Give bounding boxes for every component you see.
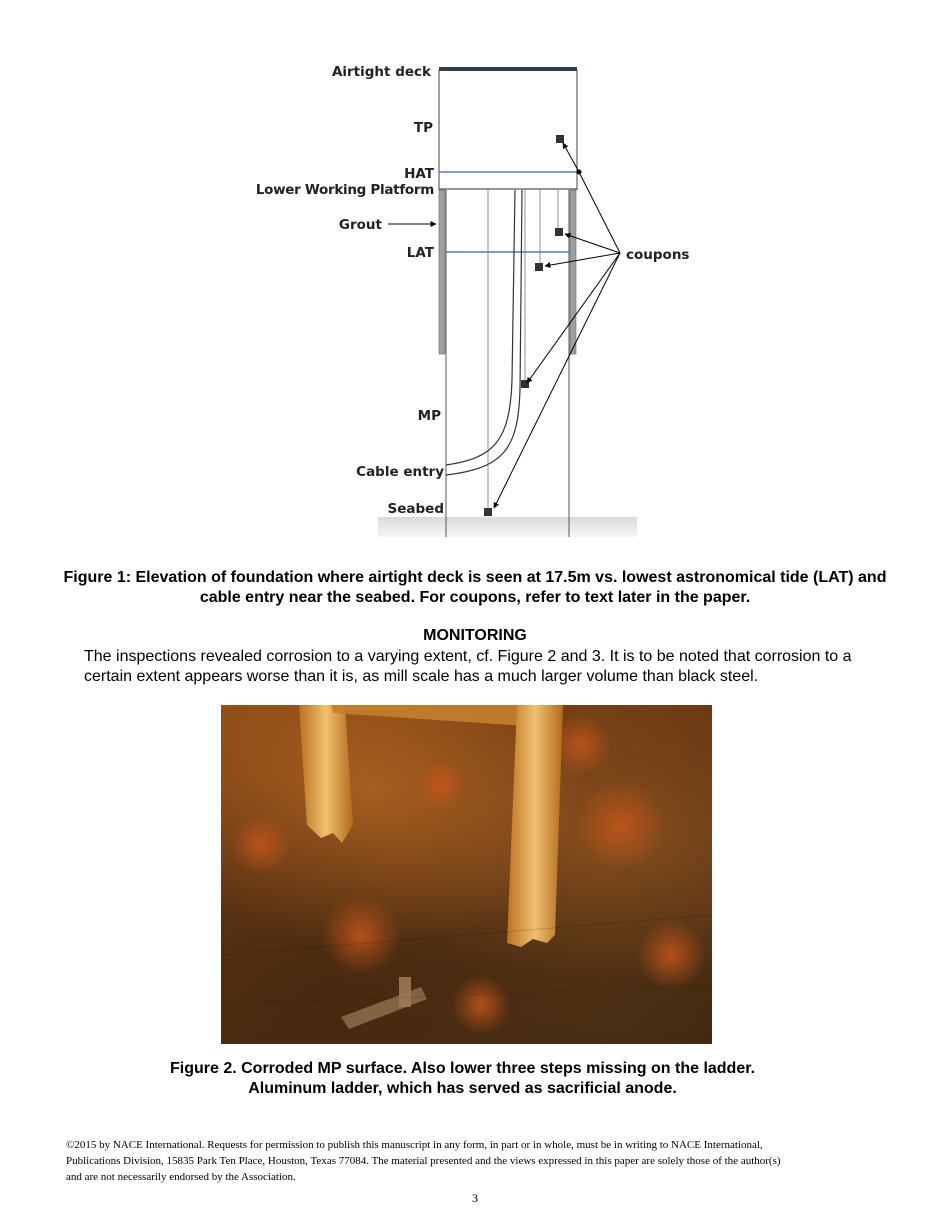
- grout-left: [439, 190, 445, 354]
- label-hat: HAT: [404, 166, 434, 182]
- figure-1-diagram: [0, 0, 950, 560]
- label-seabed: Seabed: [387, 501, 444, 517]
- rust-spot: [416, 760, 466, 810]
- rust-spot: [576, 780, 666, 870]
- rust-spot: [231, 815, 291, 875]
- figure-2-photo: [221, 705, 712, 1044]
- label-lat: LAT: [406, 245, 434, 261]
- grout-right: [570, 190, 576, 354]
- monitoring-paragraph: The inspections revealed corrosion to a varying extent, cf. Figure 2 and 3. It is to be noted that corrosion to a certain extent appears worse than it is, as mill scale has a much larger volume than black steel.: [84, 648, 852, 685]
- rust-spot: [451, 975, 511, 1035]
- coupon-marker: [556, 135, 564, 143]
- coupon-marker: [535, 263, 543, 271]
- seabed-ground: [378, 517, 637, 537]
- copyright-footer: ©2015 by NACE International. Requests for permission to publish this manuscript in any form, in part or in whole, must be in writing to NACE International, Publications Division, 15835 Park Ten Place, Houston, Texas 77084. The material presented and the views expressed in this paper are solely those of the author(s) and are not necessarily endorsed by the Association.: [66, 1139, 781, 1183]
- rust-spot: [321, 895, 401, 975]
- cable-curve-2: [446, 190, 522, 475]
- label-airtight-deck: Airtight deck: [331, 64, 431, 80]
- label-mp: MP: [417, 408, 441, 424]
- ladder-bracket-bolt: [399, 977, 411, 1007]
- label-lower-working-platform: Lower Working Platform: [255, 182, 434, 198]
- label-coupons: coupons: [626, 247, 690, 263]
- label-grout: Grout: [338, 217, 382, 233]
- figure-2-caption-line-2: Aluminum ladder, which has served as sacrificial anode.: [248, 1080, 677, 1097]
- label-cable-entry: Cable entry: [356, 464, 444, 480]
- cable-curve-1: [446, 190, 515, 465]
- coupon-marker: [555, 228, 563, 236]
- ladder-rail-left: [299, 705, 353, 843]
- rust-spot: [636, 920, 706, 990]
- coupon-marker: [484, 508, 492, 516]
- ladder-rail-right: [507, 705, 563, 947]
- airtight-deck-bar: [439, 67, 577, 71]
- corroded-surface-illustration: [221, 705, 712, 1044]
- coupon-leader: [545, 253, 620, 266]
- figure-2-caption-line-1: Figure 2. Corroded MP surface. Also lower three steps missing on the ladder.: [169, 1060, 756, 1077]
- label-tp: TP: [413, 120, 433, 136]
- section-heading-monitoring: MONITORING: [423, 627, 527, 644]
- figure-2-caption: [100, 1059, 825, 1099]
- ladder-bracket: [341, 987, 427, 1029]
- figure-1-caption: Figure 1: Elevation of foundation where airtight deck is seen at 17.5m vs. lowest astronomical tide (LAT) and cable entry near the seabed. For coupons, refer to text later in the paper.: [63, 569, 887, 606]
- page-number: 3: [472, 1191, 478, 1205]
